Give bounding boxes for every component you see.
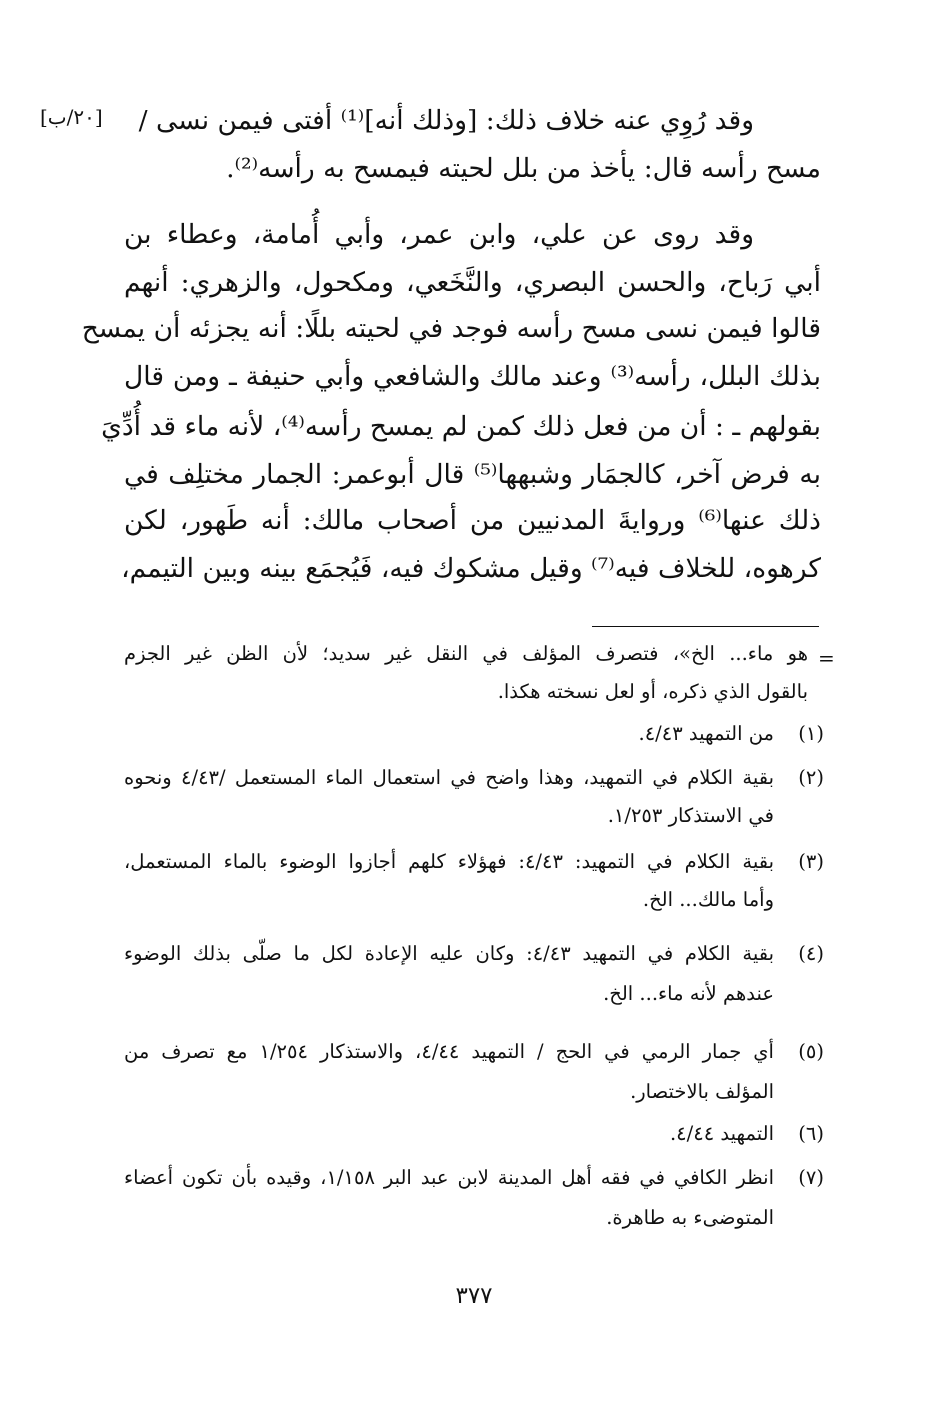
footnote-line: بقية الكلام في التمهيد، وهذا واضح في استعمال الماء المستعمل /٤/٤٣ ونحوه <box>124 766 774 789</box>
footnote-number: (٤) <box>798 942 824 965</box>
main-text-line: وقد روى عن علي، وابن عمر، وأبي أُمامة، وعطاء بن <box>124 219 754 250</box>
continuation-mark: = <box>818 646 835 670</box>
footnote-line: في الاستذكار ١/٢٥٣. <box>607 804 774 827</box>
page-number: ٣٧٧ <box>455 1283 493 1309</box>
footnote-line: بقية الكلام في التمهيد: ٤/٤٣: فهؤلاء كلهم أجازوا الوضوء بالماء المستعمل، <box>124 850 774 873</box>
main-text-line: بذلك البلل، رأسه⁽³⁾ وعند مالك والشافعي وأبي حنيفة ـ ومن قال <box>124 361 821 392</box>
main-text-line: ذلك عنها⁽⁶⁾ وروايةَ المدنيين من أصحاب مالك: أنه طَهور، لكن <box>124 505 821 536</box>
footnote-line: أي جمار الرمي في الحج / التمهيد ٤/٤٤، والاستذكار ١/٢٥٤ مع تصرف من <box>124 1040 774 1063</box>
main-text-line: أبي رَباح، والحسن البصري، والنَّخَعي، ومكحول، والزهري: أنهم <box>124 267 821 298</box>
footnote-line: انظر الكافي في فقه أهل المدينة لابن عبد البر ١/١٥٨، وقيده بأن تكون أعضاء <box>124 1166 775 1189</box>
footnote-number: (٣) <box>798 850 824 873</box>
main-text-line: كرهوه، للخلاف فيه⁽⁷⁾ وقيل مشكوك فيه، فَيُجمَع بينه وبين التيمم، <box>121 553 821 584</box>
main-text-line: مسح رأسه قال: يأخذ من بلل لحيته فيمسح به رأسه⁽²⁾. <box>226 153 821 184</box>
footnote-continuation-line: هو ماء... الخ»، فتصرف المؤلف في النقل غير سديد؛ لأن الظن غير الجزم <box>124 642 808 665</box>
footnote-separator <box>592 626 819 627</box>
footnote-line: وأما مالك... الخ. <box>642 888 774 911</box>
footnote-number: (٧) <box>798 1166 824 1189</box>
main-text-line: به فرض آخر، كالجمَار وشبهها⁽⁵⁾ قال أبوعمر: الجمار مختلِف في <box>124 459 821 490</box>
manuscript-folio-reference: [٢٠/ب] <box>40 105 103 129</box>
main-text-line: وقد رُوِي عنه خلاف ذلك: [وذلك أنه]⁽¹⁾ أفتى فيمن نسى / <box>138 105 754 136</box>
footnote-line: بقية الكلام في التمهيد ٤/٤٣: وكان عليه الإعادة لكل ما صلّى بذلك الوضوء <box>124 942 775 965</box>
footnote-continuation-line: بالقول الذي ذكره، أو لعل نسخته هكذا. <box>497 680 808 703</box>
footnote-line: عندهم لأنه ماء... الخ. <box>603 982 774 1005</box>
footnote-number: (٥) <box>798 1040 824 1063</box>
main-text-line: بقولهم ـ : أن من فعل ذلك كمن لم يمسح رأسه⁽⁴⁾، لأنه ماء قد أُدِّيَ <box>101 411 821 442</box>
footnote-line: التمهيد ٤/٤٤. <box>669 1122 774 1145</box>
main-text-line: قالوا فيمن نسى مسح رأسه فوجد في لحيته بللًا: أنه يجزئه أن يمسح <box>81 313 821 344</box>
footnote-line: من التمهيد ٤/٤٣. <box>638 722 774 745</box>
footnote-line: المؤلف بالاختصار. <box>630 1080 774 1103</box>
footnote-number: (٢) <box>798 766 824 789</box>
footnote-number: (٦) <box>798 1122 824 1145</box>
footnote-line: المتوضىء به طاهرة. <box>606 1206 774 1229</box>
footnote-number: (١) <box>798 722 824 745</box>
